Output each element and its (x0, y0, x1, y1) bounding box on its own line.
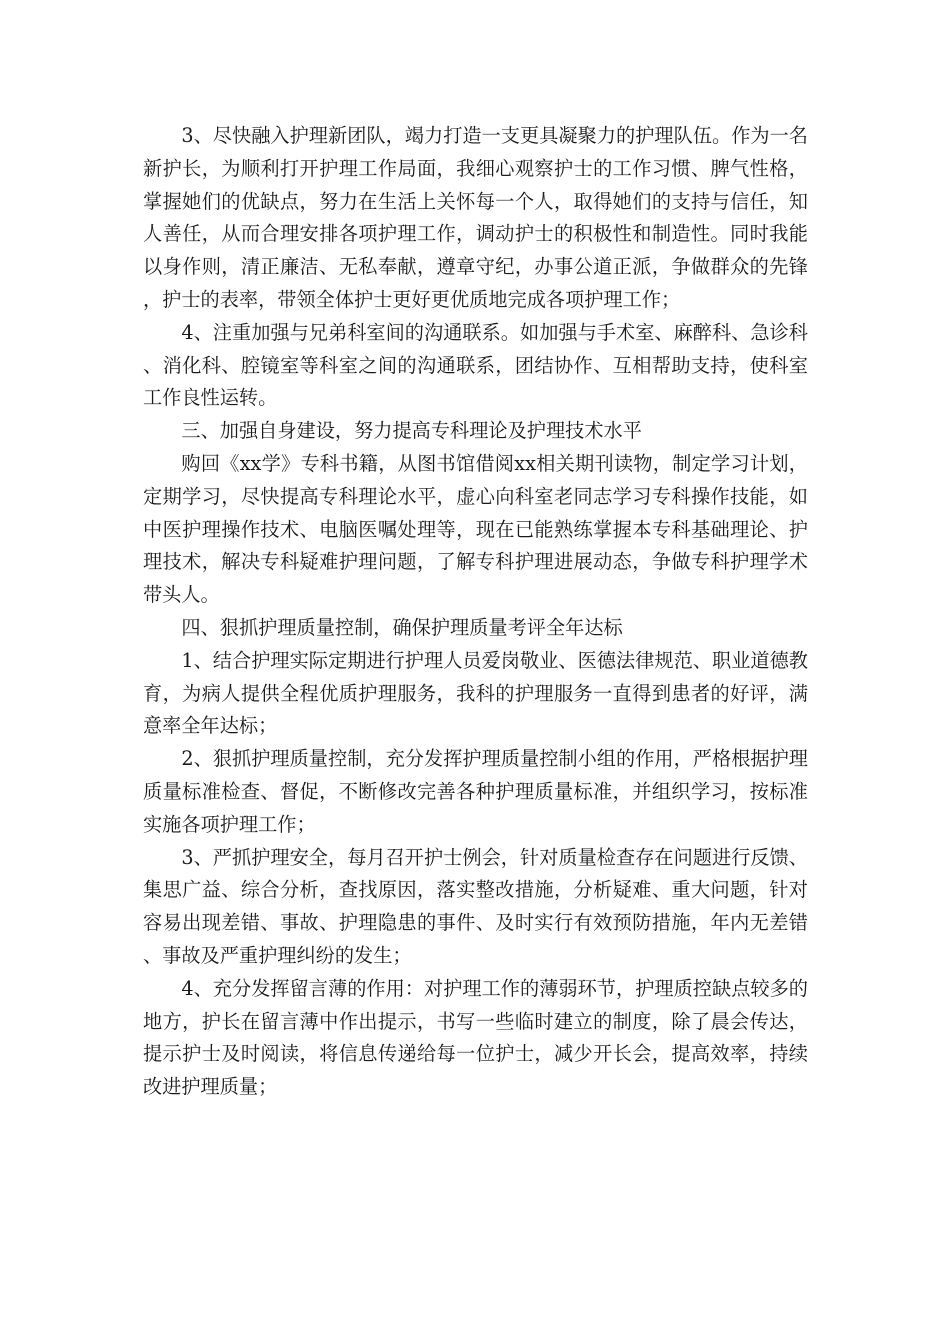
paragraph-team-building: 3、尽快融入护理新团队，竭力打造一支更具凝聚力的护理队伍。作为一名新护长，为顺利打开护理工作局面，我细心观察护士的工作习惯、脾气性格，掌握她们的优缺点，努力在生活上关怀每一个人，取得她们的支持与信任，知人善任，从而合理安排各项护理工作，调动护士的积极性和制造性。同时我能以身作则，清正廉洁、无私奉献，遵章守纪，办事公道正派，争做群众的先锋，护士的表率，带领全体护士更好更优质地完成各项护理工作； (143, 124, 808, 311)
paragraph-ethics-education: 1、结合护理实际定期进行护理人员爱岗敬业、医德法律规范、职业道德教育，为病人提供全程优质护理服务，我科的护理服务一直得到患者的好评，满意率全年达标； (143, 648, 808, 738)
paragraph-study-plan: 购回《xx学》专科书籍，从图书馆借阅xx相关期刊读物，制定学习计划，定期学习，尽快提高专科理论水平，虚心向科室老同志学习专科操作技能，如中医护理操作技术、电脑医嘱处理等，现在已能熟练掌握本专科基础理论、护理技术，解决专科疑难护理问题，了解专科护理进展动态，争做专科护理学术带头人。 (143, 451, 808, 607)
document-page (143, 120, 808, 1104)
section-heading-quality-control: 四、狠抓护理质量控制，确保护理质量考评全年达标 (181, 615, 623, 639)
paragraph-department-communication: 4、注重加强与兄弟科室间的沟通联系。如加强与手术室、麻醉科、急诊科、消化科、腔镜室等科室之间的沟通联系，团结协作、互相帮助支持，使科室工作良性运转。 (143, 320, 808, 410)
paragraph-message-book: 4、充分发挥留言薄的作用：对护理工作的薄弱环节，护理质控缺点较多的地方，护长在留言薄中作出提示，书写一些临时建立的制度，除了晨会传达，提示护士及时阅读，将信息传递给每一位护士，减少开长会，提高效率，持续改进护理质量； (143, 976, 808, 1099)
paragraph-nursing-safety: 3、严抓护理安全，每月召开护士例会，针对质量检查存在问题进行反馈、集思广益、综合分析，查找原因，落实整改措施，分析疑难、重大问题，针对容易出现差错、事故、护理隐患的事件、及时实行有效预防措施，年内无差错、事故及严重护理纠纷的发生； (143, 845, 808, 967)
paragraph-quality-standards: 2、狠抓护理质量控制，充分发挥护理质量控制小组的作用，严格根据护理质量标准检查、督促，不断修改完善各种护理质量标准，并组织学习，按标准实施各项护理工作； (143, 747, 808, 836)
section-heading-self-development: 三、加强自身建设，努力提高专科理论及护理技术水平 (181, 419, 642, 443)
